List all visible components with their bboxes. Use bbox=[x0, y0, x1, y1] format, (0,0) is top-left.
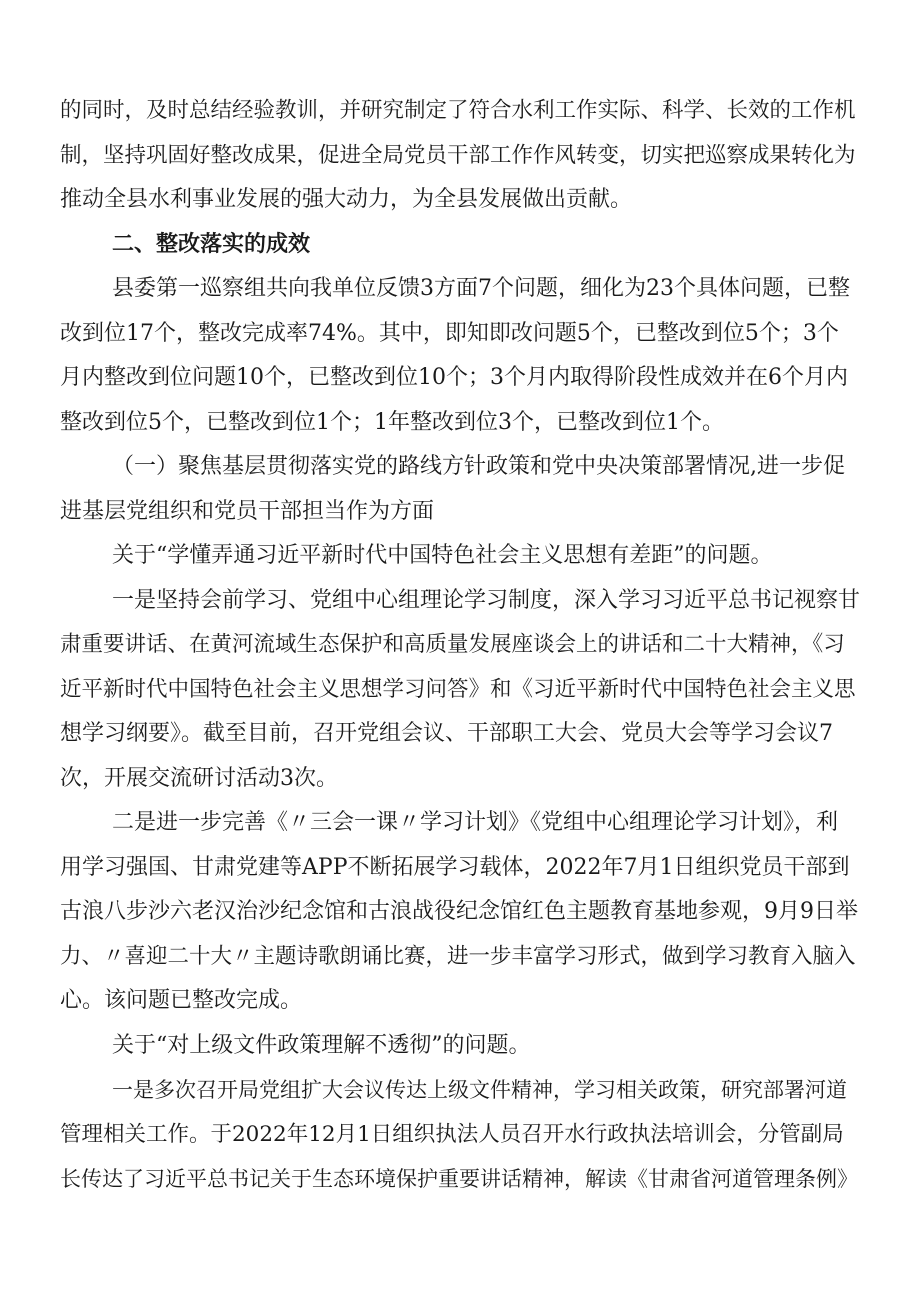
paragraph-line: 制，坚持巩固好整改成果，促进全局党员干部工作作风转变，切实把巡察成果转化为 bbox=[60, 143, 856, 168]
paragraph-line: 关于“对上级文件政策理解不透彻”的问题。 bbox=[112, 1033, 531, 1058]
paragraph-line: 推动全县水利事业发展的强大动力，为全县发展做出贡献。 bbox=[60, 187, 633, 212]
paragraph-line: 古浪八步沙六老汉治沙纪念馆和古浪战役纪念馆红色主题教育基地参观，9月9日举 bbox=[60, 899, 858, 924]
paragraph-line: 关于“学懂弄通习近平新时代中国特色社会主义思想有差距”的问题。 bbox=[112, 543, 773, 568]
paragraph-line: 长传达了习近平总书记关于生态环境保护重要讲话精神，解读《甘肃省河道管理条例》 bbox=[60, 1167, 858, 1191]
paragraph-line: 二是进一步完善《〃三会一课〃学习计划》《党组中心组理论学习计划》，利 bbox=[112, 810, 839, 835]
paragraph-line: 一是多次召开局党组扩大会议传达上级文件精神，学习相关政策，研究部署河道 bbox=[112, 1078, 847, 1102]
paragraph-line: 整改到位5个，已整改到位1个；1年整改到位3个，已整改到位1个。 bbox=[60, 410, 724, 435]
paragraph-line: 改到位17个，整改完成率74%。其中，即知即改问题5个，已整改到位5个；3个 bbox=[60, 321, 839, 346]
paragraph-line: 一是坚持会前学习、党组中心组理论学习制度，深入学习习近平总书记视察甘 bbox=[112, 588, 861, 613]
subsection-heading: （一）聚焦基层贯彻落实党的路线方针政策和党中央决策部署情况,进一步促 bbox=[112, 454, 845, 479]
subsection-heading: 进基层党组织和党员干部担当作为方面 bbox=[60, 499, 435, 524]
paragraph-line: 近平新时代中国特色社会主义思想学习问答》和《习近平新时代中国特色社会主义思 bbox=[60, 677, 856, 702]
paragraph-line: 用学习强国、甘肃党建等APP不断拓展学习载体，2022年7月1日组织党员干部到 bbox=[60, 855, 850, 880]
paragraph-line: 管理相关工作。于2022年12月1日组织执法人员召开水行政执法培训会，分管副局 bbox=[60, 1122, 844, 1147]
paragraph-line: 的同时，及时总结经验教训，并研究制定了符合水利工作实际、科学、长效的工作机 bbox=[60, 98, 856, 123]
paragraph-line: 县委第一巡察组共向我单位反馈3方面7个问题，细化为23个具体问题，已整 bbox=[112, 276, 850, 301]
paragraph-line: 次，开展交流研讨活动3次。 bbox=[60, 766, 338, 791]
paragraph-line: 月内整改到位问题10个，已整改到位10个；3个月内取得阶段性成效并在6个月内 bbox=[60, 365, 848, 390]
paragraph-line: 想学习纲要》。截至目前，召开党组会议、干部职工大会、党员大会等学习会议7 bbox=[60, 721, 833, 746]
paragraph-line: 心。该问题已整改完成。 bbox=[60, 988, 303, 1013]
section-heading: 二、整改落实的成效 bbox=[112, 232, 311, 257]
paragraph-line: 力、〃喜迎二十大〃主题诗歌朗诵比赛，进一步丰富学习形式，做到学习教育入脑入 bbox=[60, 944, 856, 969]
paragraph-line: 肃重要讲话、在黄河流域生态保护和高质量发展座谈会上的讲话和二十大精神，《习 bbox=[60, 632, 845, 657]
